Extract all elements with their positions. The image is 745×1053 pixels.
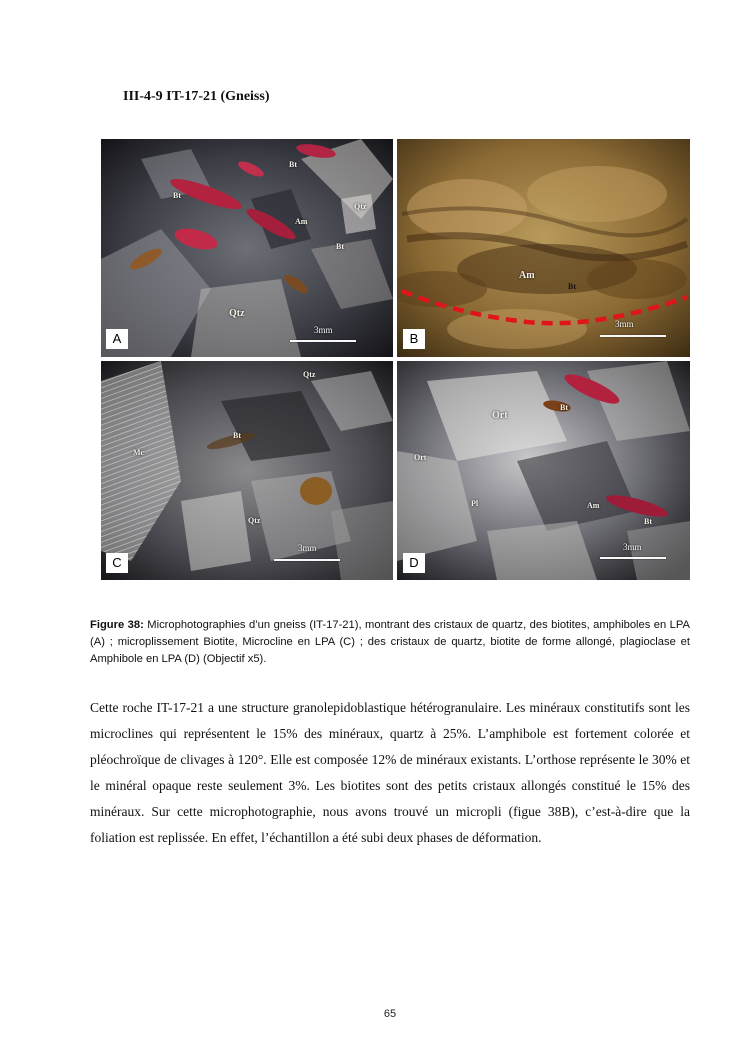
- panel-letter: C: [106, 553, 128, 573]
- mineral-label: Bt: [644, 517, 652, 526]
- mineral-label: Pl: [471, 499, 479, 508]
- scale-bar: [600, 335, 666, 337]
- mineral-label: Ort: [414, 453, 427, 462]
- scale-bar-label: 3mm: [623, 542, 642, 552]
- mineral-label: Qtz: [248, 516, 261, 525]
- body-text: [90, 695, 690, 851]
- scale-bar: [290, 340, 356, 342]
- page-number: 65: [383, 1008, 397, 1020]
- mineral-label: Mc: [133, 448, 145, 457]
- body-paragraph: Cette roche IT-17-21 a une structure granolepidoblastique hétérogranulaire. Les minéraux constitutifs sont les microclines qui représentent le 15% des minéraux, quartz à 25%. L’amphibole est fortement colorée et pléochroïque de clivages à 120°. Elle est composée 12% de minéraux existants. L’orthose représente le 30% et le minéral opaque reste seulement 3%. Les biotites sont des petits cristaux allongés constitué le 15% des minéraux. Sur cette microphotographie, nous avons trouvé un micropli (figue 38B), c’est-à-dire que la foliation est replissée. En effet, l’échantillon a été subi deux phases de déformation.: [90, 700, 690, 845]
- scale-bar-label: 3mm: [314, 325, 333, 335]
- figure-caption: [90, 617, 690, 668]
- figure-38-grid: [101, 139, 690, 580]
- mineral-label: Qtz: [303, 370, 316, 379]
- mineral-label: Bt: [568, 282, 576, 291]
- panel-letter: B: [403, 329, 425, 349]
- micrograph-panel-a: [101, 139, 393, 357]
- mineral-label: Ort: [492, 410, 508, 421]
- panel-letter: A: [106, 329, 128, 349]
- mineral-label: Qtz: [229, 308, 245, 319]
- micrograph-panel-c: [101, 361, 393, 580]
- scale-bar: [274, 559, 340, 561]
- mineral-label: Am: [587, 501, 600, 510]
- panel-letter: D: [403, 553, 425, 573]
- scale-bar-label: 3mm: [298, 543, 317, 553]
- micrograph-panel-d: [397, 361, 690, 580]
- micrograph-b-image: [397, 139, 690, 357]
- scale-bar-label: 3mm: [615, 319, 634, 329]
- caption-label: Figure 38:: [90, 619, 144, 631]
- micrograph-d-image: [397, 361, 690, 580]
- mineral-label: Am: [295, 217, 308, 226]
- scale-bar: [600, 557, 666, 559]
- micrograph-c-image: [101, 361, 393, 580]
- mineral-label: Bt: [173, 191, 181, 200]
- mineral-label: Bt: [289, 160, 297, 169]
- micrograph-panel-b: [397, 139, 690, 357]
- mineral-label: Am: [519, 270, 535, 281]
- mineral-label: Bt: [336, 242, 344, 251]
- caption-text: Microphotographies d’un gneiss (IT-17-21), montrant des cristaux de quartz, des biotites, amphiboles en LPA (A) ; microplissement Biotite, Microcline en LPA (C) ; des cristaux de quartz, biotite de forme allongé, plagioclase et Amphibole en LPA (D) (Objectif x5).: [90, 619, 691, 665]
- section-title: III-4-9 IT-17-21 (Gneiss): [123, 89, 270, 104]
- micrograph-a-image: [101, 139, 393, 357]
- mineral-label: Qtz: [354, 202, 367, 211]
- mineral-label: Bt: [233, 431, 241, 440]
- mineral-label: Bt: [560, 403, 568, 412]
